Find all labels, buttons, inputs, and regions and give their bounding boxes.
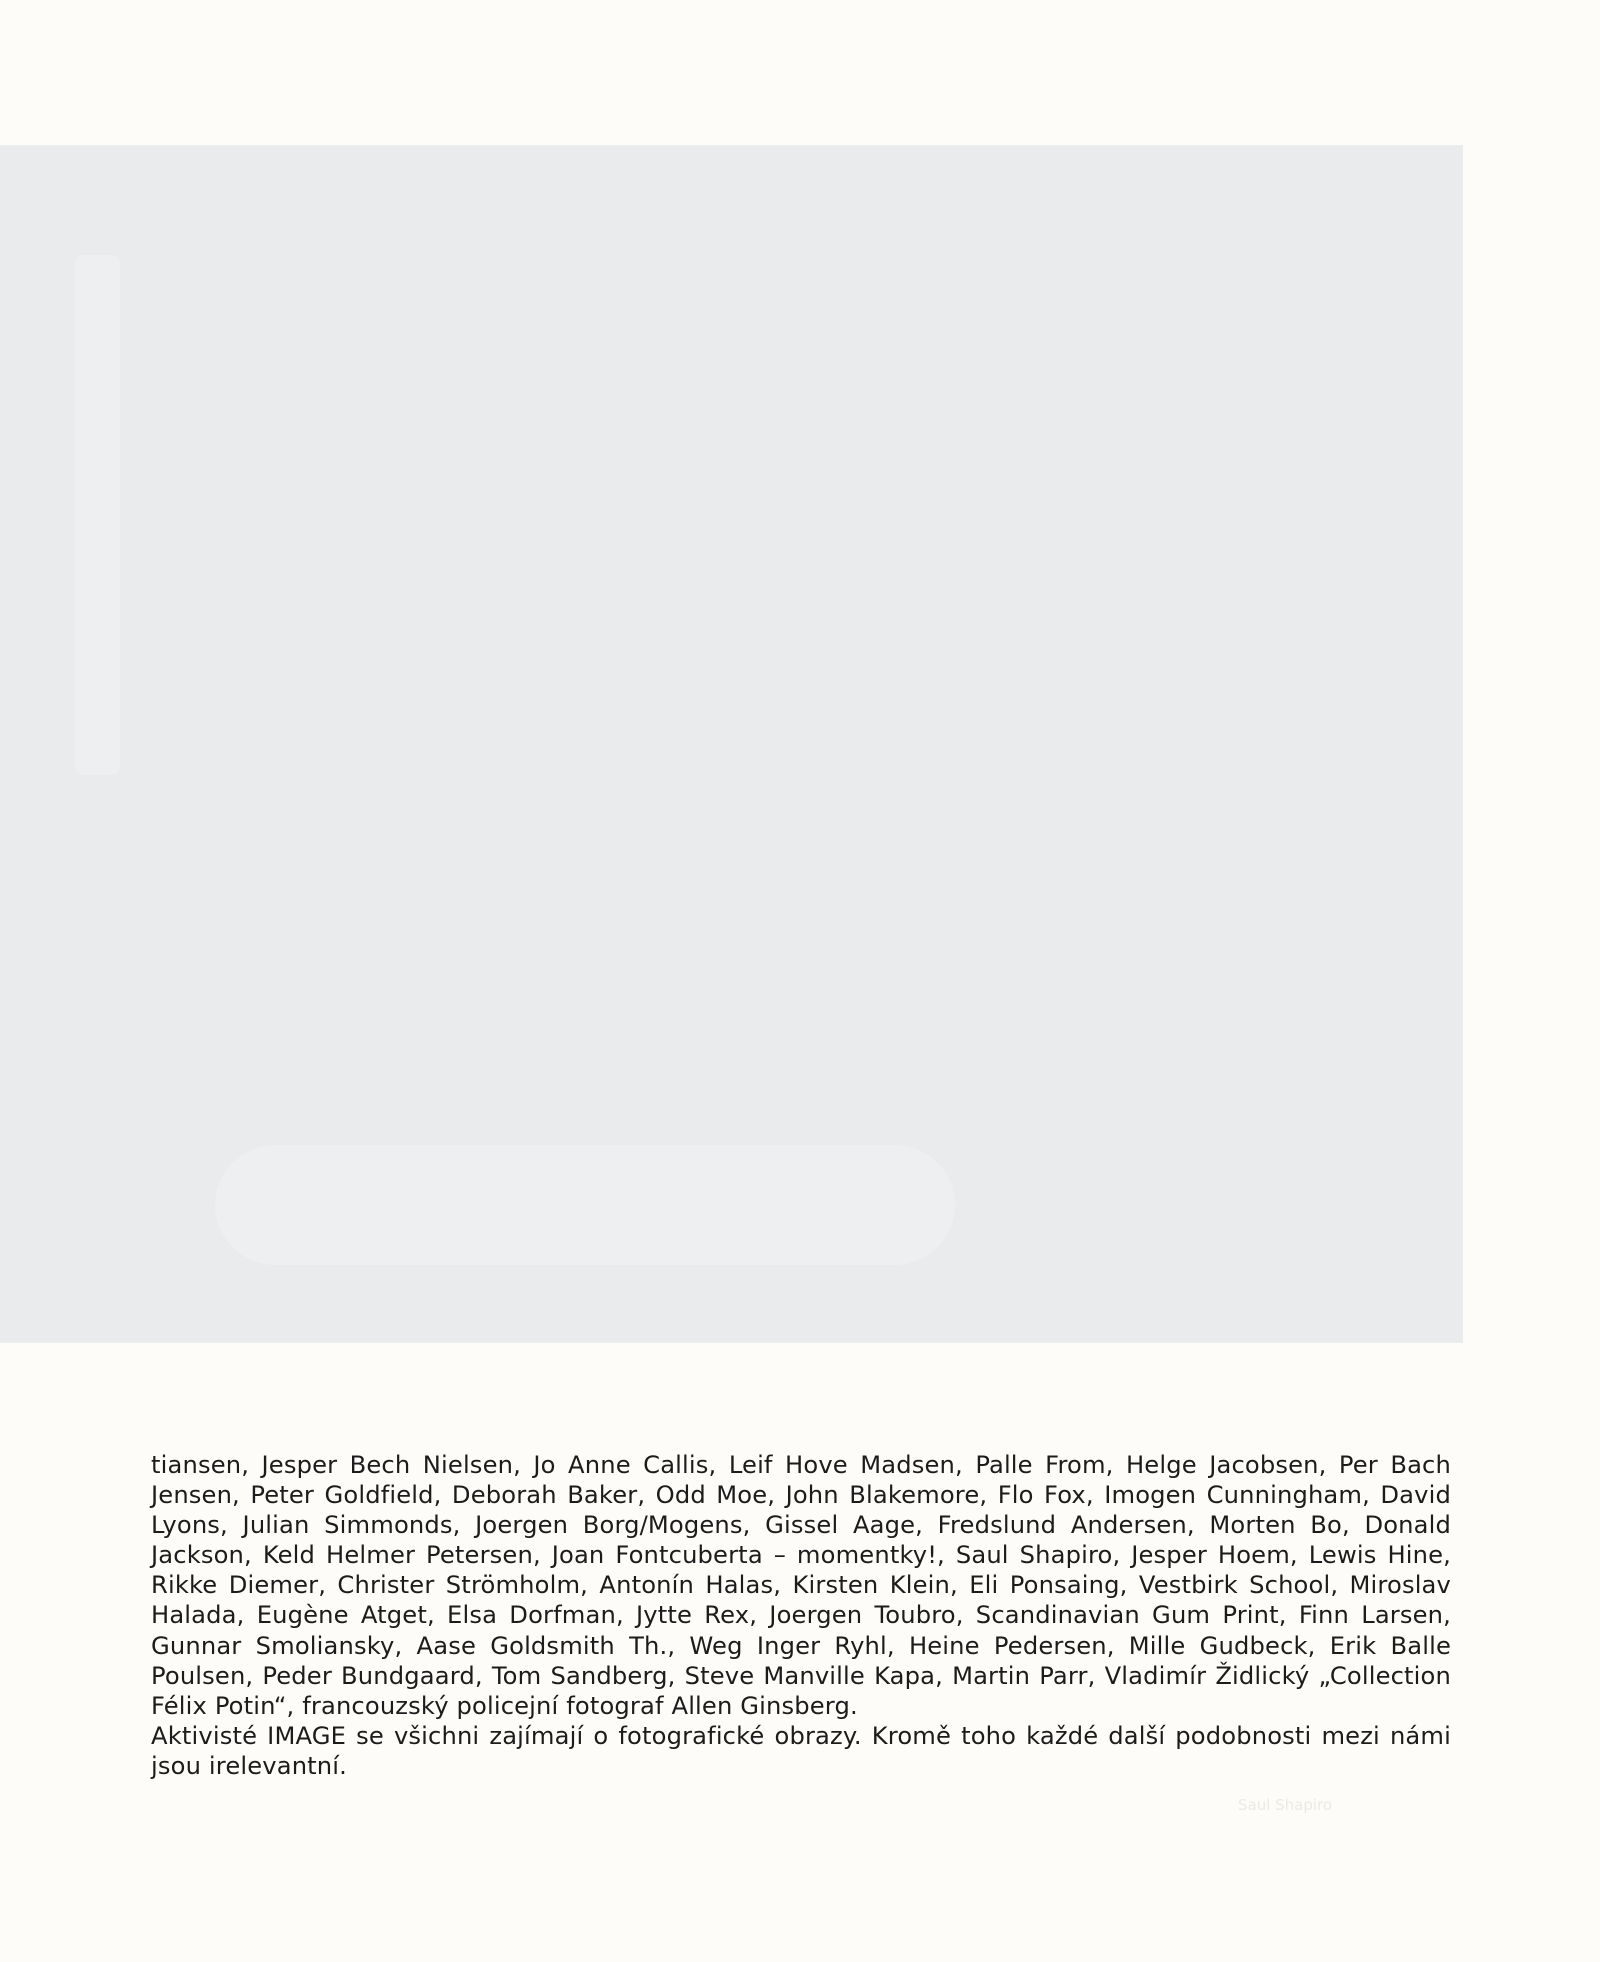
photo-highlight xyxy=(75,255,120,775)
photo-highlight xyxy=(215,1145,955,1265)
credits-text-block xyxy=(151,1450,1451,1781)
credits-paragraph: tiansen, Jesper Bech Nielsen, Jo Anne Callis, Leif Hove Madsen, Palle From, Helge Jacobsen, Per Bach Jensen, Peter Goldfield, Deborah Baker, Odd Moe, John Blakemore, Flo Fox, Imogen Cunningham, David Lyons, Julian Simmonds, Joergen Borg/Mogens, Gissel Aage, Fredslund Andersen, Morten Bo, Donald Jackson, Keld Helmer Petersen, Joan Fontcuberta – momentky!, Saul Shapiro, Jesper Hoem, Lewis Hine, Rikke Diemer, Christer Strömholm, Antonín Halas, Kirsten Klein, Eli Ponsaing, Vestbirk School, Miroslav Halada, Eugène Atget, Elsa Dorfman, Jytte Rex, Joergen Toubro, Scandinavian Gum Print, Finn Larsen, Gunnar Smoliansky, Aase Goldsmith Th., Weg Inger Ryhl, Heine Pedersen, Mille Gudbeck, Erik Balle Poulsen, Peder Bundgaard, Tom Sandberg, Steve Manville Kapa, Martin Parr, Vladimír Židlický „Collection Félix Potin“, francouzský policejní fotograf Allen Ginsberg. xyxy=(151,1451,1451,1720)
bleed-through-caption: Saul Shapiro xyxy=(1238,1796,1333,1814)
statement-paragraph: Aktivisté IMAGE se všichni zajímají o fotografické obrazy. Kromě toho každé další podobnosti mezi námi jsou irelevantní. xyxy=(151,1721,1451,1780)
photo-placeholder xyxy=(0,145,1463,1343)
